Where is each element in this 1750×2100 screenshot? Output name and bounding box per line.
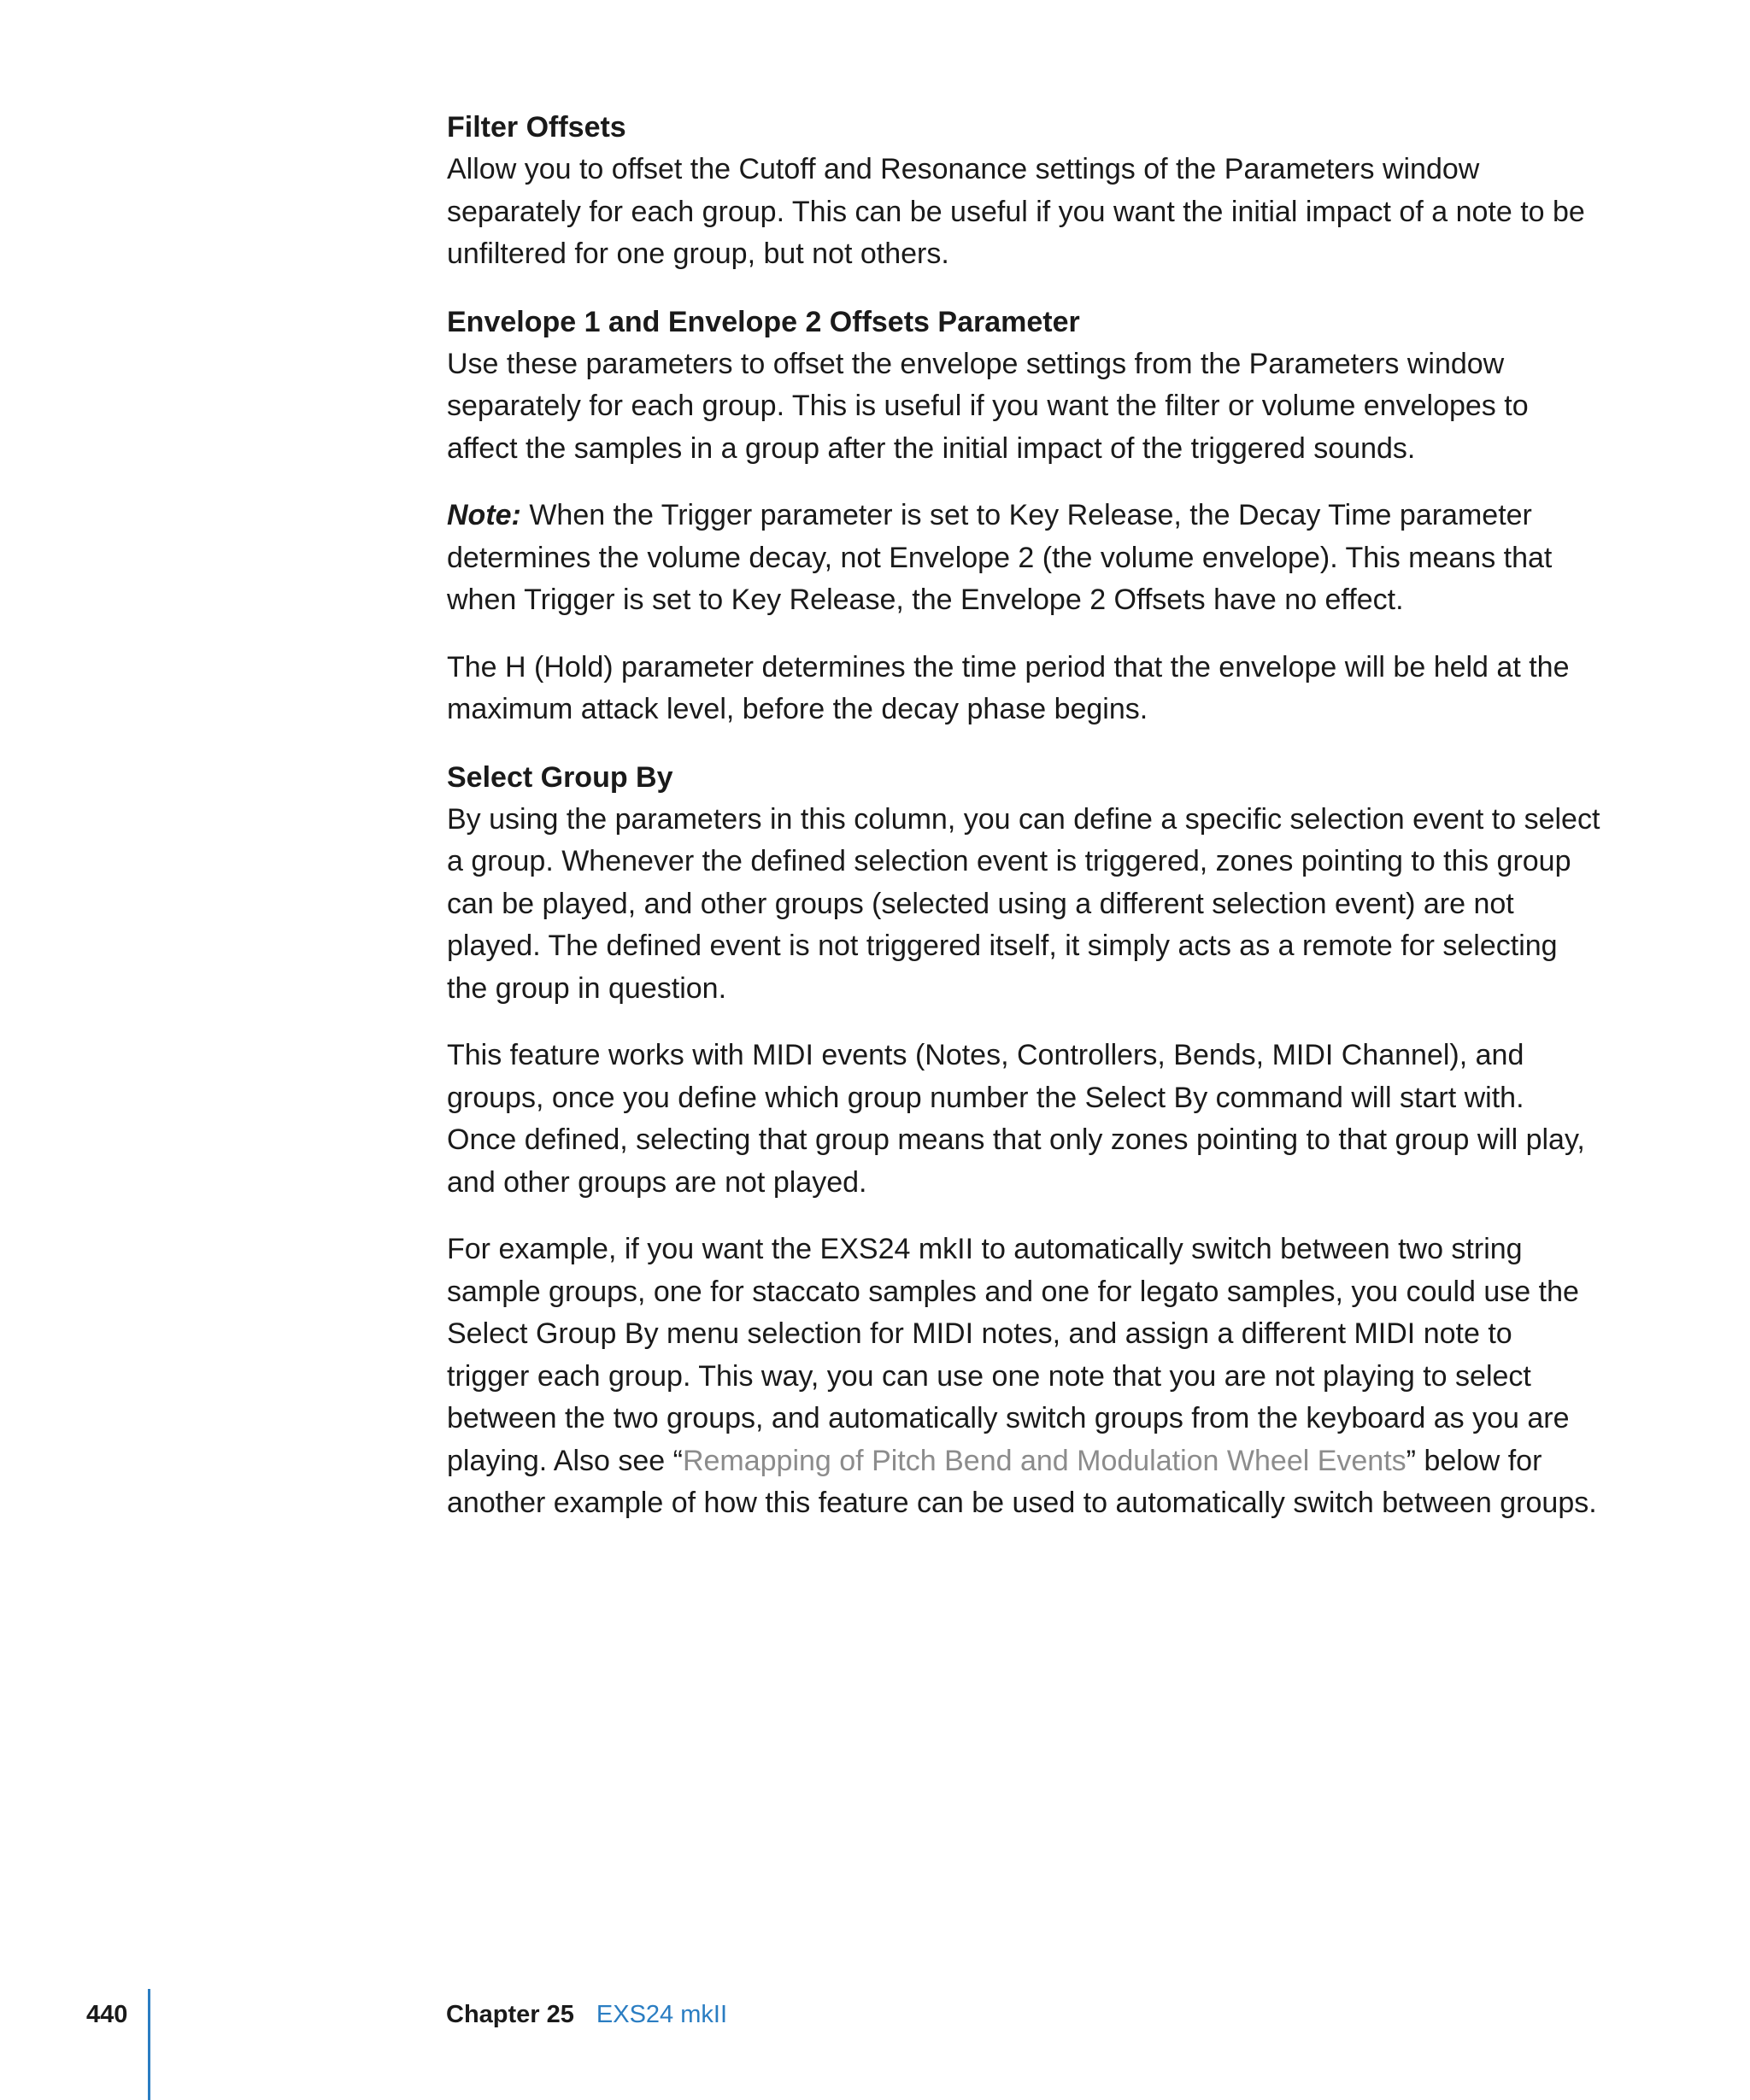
example-text-end: ” below for another example of how this feature can be used to automatically switch between groups.: [447, 1444, 1597, 1519]
select-group-section: [447, 756, 1600, 1011]
feature-paragraph: This feature works with MIDI events (Notes, Controllers, Bends, MIDI Channel), and groups, once you define which group number the Select By command will start with. Once defined, selecting that group means that only zones pointing to that group will play, and other groups are not played.: [447, 1039, 1585, 1199]
chapter-title: EXS24 mkII: [596, 2001, 728, 2028]
chapter-label: Chapter 25: [446, 2001, 574, 2028]
example-text-start: For example, if you want the EXS24 mkII to automatically switch between two string sample groups, one for staccato samples and one for legato samples, you could use the Select Group By menu selection for MIDI notes, and assign a different MIDI note to trigger each group. This way, you can use one note that you are not playing to select between the two groups, and automatically switch groups from the keyboard as you are playing. Also see “: [447, 1233, 1579, 1477]
note-label: Note:: [447, 499, 521, 531]
section-body: Use these parameters to offset the envelope settings from the Parameters window separately for each group. This is useful if you want the filter or volume envelopes to affect the samples in a group after the initial impact of the triggered sounds.: [447, 347, 1529, 465]
note-text: When the Trigger parameter is set to Key Release, the Decay Time parameter determines the volume decay, not Envelope 2 (the volume envelope). This means that when Trigger is set to Key Release, the Envelope 2 Offsets have no effect.: [447, 499, 1553, 616]
page-content: [447, 106, 1600, 1550]
cross-reference-link[interactable]: Remapping of Pitch Bend and Modulation Wheel Events: [682, 1444, 1406, 1477]
envelope-offsets-section: [447, 301, 1600, 471]
section-heading: Envelope 1 and Envelope 2 Offsets Parameter: [447, 305, 1080, 338]
section-heading: Select Group By: [447, 760, 673, 794]
hold-paragraph: The H (Hold) parameter determines the time period that the envelope will be held at the maximum attack level, before the decay phase begins.: [447, 650, 1570, 725]
filter-offsets-section: [447, 106, 1600, 276]
section-body: Allow you to offset the Cutoff and Resonance settings of the Parameters window separately for each group. This can be useful if you want the initial impact of a note to be unfiltered for one group, but not others.: [447, 153, 1585, 270]
note-paragraph: [447, 495, 1600, 622]
section-body: By using the parameters in this column, you can define a specific selection event to select a group. Whenever the defined selection event is triggered, zones pointing to this group can be played, and other groups (selected using a different selection event) are not played. The defined event is not triggered itself, it simply acts as a remote for selecting the group in question.: [447, 802, 1600, 1005]
section-heading: Filter Offsets: [447, 111, 626, 144]
example-paragraph: [447, 1229, 1600, 1525]
footer-divider: [148, 1989, 150, 2100]
page-number: 440: [86, 2001, 128, 2028]
footer-chapter: [446, 1999, 727, 2030]
